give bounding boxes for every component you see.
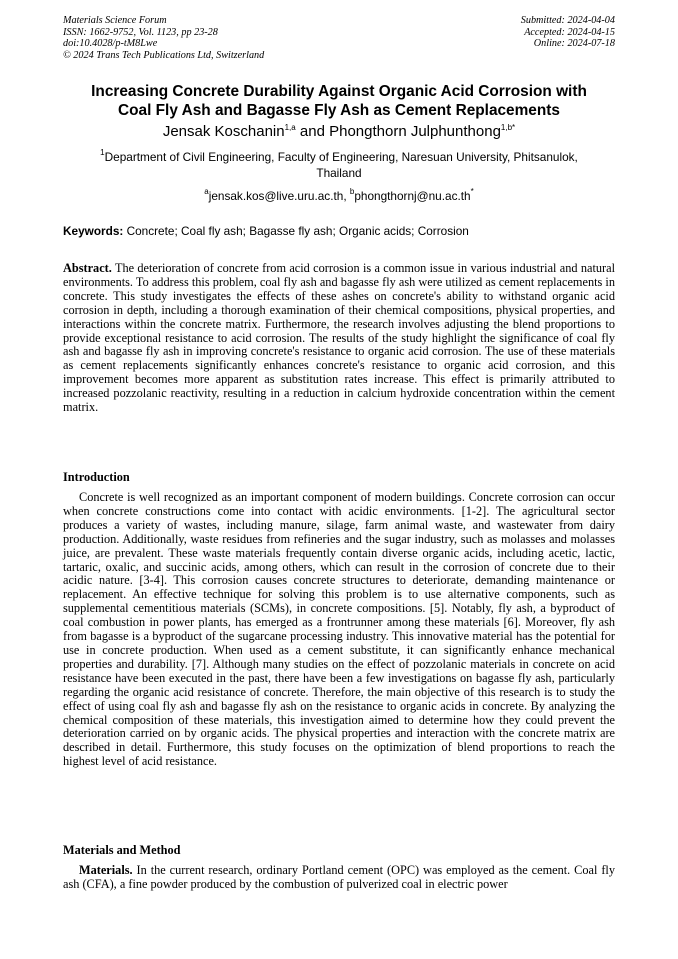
- email-superscript: b: [349, 187, 355, 196]
- materials-paragraph: [63, 864, 615, 892]
- author-conjunction: and: [295, 123, 330, 140]
- corresponding-star: *: [470, 187, 474, 196]
- title-line-1: Increasing Concrete Durability Against Organic Acid Corrosion with: [91, 83, 587, 100]
- keywords-text: Concrete; Coal fly ash; Bagasse fly ash; Organic acids; Corrosion: [123, 224, 469, 238]
- keywords: [63, 224, 618, 239]
- email-link[interactable]: phongthornj@nu.ac.th: [354, 189, 471, 203]
- email-separator: ,: [343, 189, 350, 203]
- journal-info: [63, 15, 264, 61]
- copyright: © 2024 Trans Tech Publications Ltd, Switzerland: [63, 49, 265, 61]
- author-superscript: 1,a: [284, 123, 296, 132]
- abstract: [63, 262, 615, 415]
- email-superscript: a: [204, 187, 209, 196]
- online-date: Online: 2024-07-18: [533, 38, 615, 50]
- materials-text: In the current research, ordinary Portland cement (OPC) was employed as the cement. Coal fly ash (CFA), a fine powder produced by the combustion of pulverized coal in electric power: [63, 863, 615, 891]
- keywords-label: Keywords:: [63, 224, 124, 238]
- author-name: Jensak Koschanin: [162, 123, 285, 140]
- materials-label: Materials.: [79, 863, 133, 877]
- author-emails: [60, 189, 618, 204]
- affiliation-text: Department of Civil Engineering, Faculty of Engineering, Naresuan University, Phitsanulok, Thailand: [104, 150, 578, 180]
- introduction-paragraph: Concrete is well recognized as an important component of modern buildings. Concrete corrosion can occur when concrete constructions come into contact with acidic environments. [1-2]. The agricultural sector produces a variety of wastes, including manure, silage, farm animal waste, and wastewater from dairy production. Additionally, waste residues from refineries and the sugar industry, such as molasses and molasses juice, are prevalent. These waste materials frequently contain diverse organic acids, including acetic, lactic, tartaric, oxalic, and succinic acids, among others, which can result in the corrosion of concrete due to their acidic nature. [3-4]. This corrosion causes concrete structures to deteriorate, demanding maintenance or replacement. An effective technique for solving this problem is to use alternative components, such as supplemental cementitious materials (SCMs), in concrete compositions. [5]. Notably, fly ash, a byproduct of coal combustion in power plants, has emerged as a frontrunner among these materials [6]. Moreover, fly ash from bagasse is a byproduct of the sugarcane processing industry. This innovative material has the potential for use in concrete production. When used as a cement substitute, it can significantly enhance mechanical properties and durability. [7]. Although many studies on the effect of pozzolanic materials in concrete on acid resistance have been executed in the past, there have been a few investigations on bagasse fly ash, particularly regarding the organic acid resistance of concrete. Therefore, the main objective of this research is to study the effect of using coal fly ash and bagasse fly ash on the resistance to organic acids in concrete. By analyzing the chemical composition of these materials, this investigation aimed to determine how they could prevent the deterioration carried on by organic acids. The physical properties and interaction with the concrete matrix are described in detail. Furthermore, this study focuses on the optimization of blend proportions to reach the highest level of acid resistance.: [63, 490, 615, 769]
- abstract-text: The deterioration of concrete from acid corrosion is a common issue in various industrial and natural environments. To address this problem, coal fly ash and bagasse fly ash were utilized as cement replacements in concrete. This study investigates the effects of these ashes on concrete's ability to withstand organic acid corrosion in depth, including a thorough examination of their chemical compositions, physical properties, and interactions within the concrete matrix. Furthermore, the research involves adjusting the blend proportions to provide exceptional resistance to acid corrosion. The results of the study highlight the significance of coal fly ash and bagasse fly ash in improving concrete's resistance to organic acid corrosion. The use of these materials as cement replacements significantly enhances concrete's resistance to organic acid corrosion, and this improvement becomes more apparent as substitution rates increase. This effect is primarily attributed to increased pozzolanic reactivity, resulting in a reduction in calcium hydroxide concentration within the cement matrix.: [63, 261, 615, 415]
- affiliation: [80, 150, 598, 181]
- title-line-2: Coal Fly Ash and Bagasse Fly Ash as Cement Replacements: [118, 102, 560, 119]
- doi[interactable]: doi:10.4028/p-tM8Lwe: [63, 38, 158, 50]
- accepted-date: Accepted: 2024-04-15: [524, 26, 615, 38]
- author-name: Phongthorn Julphunthong: [329, 123, 501, 140]
- author-superscript: 1,b*: [500, 123, 516, 132]
- email-link[interactable]: jensak.kos@live.uru.ac.th: [208, 189, 344, 203]
- affiliation-superscript: 1: [100, 148, 105, 157]
- publication-dates: [521, 15, 615, 50]
- author-list: [40, 123, 638, 141]
- journal-name: Materials Science Forum: [63, 15, 167, 26]
- section-heading-introduction: Introduction: [63, 470, 130, 484]
- issn-volume-pages: ISSN: 1662-9752, Vol. 1123, pp 23-28: [63, 26, 218, 38]
- section-heading-materials-method: Materials and Method: [63, 843, 181, 857]
- submitted-date: Submitted: 2024-04-04: [520, 15, 615, 26]
- paper-title: [50, 82, 628, 120]
- abstract-label: Abstract.: [63, 261, 112, 275]
